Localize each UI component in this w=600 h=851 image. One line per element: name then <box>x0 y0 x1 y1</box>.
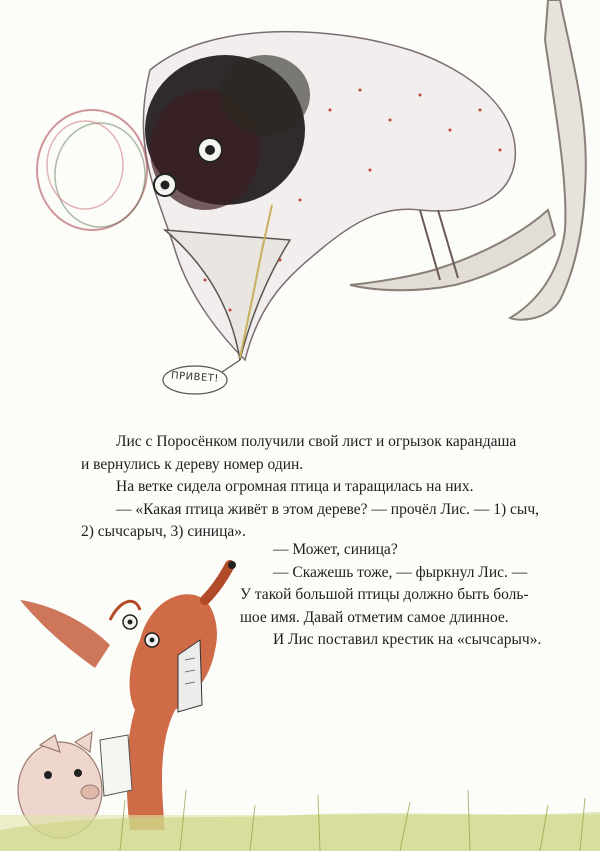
paragraph-2: На ветке сидела огромная птица и таращилась на них. <box>116 478 474 495</box>
paragraph-1-line-1: Лис с Поросёнком получили свой лист и огрызок карандаша <box>116 433 517 450</box>
speech-bubble-text: ПРИВЕТ! <box>170 370 220 385</box>
story-text-right <box>240 539 558 652</box>
paragraph-4: — Может, синица? <box>273 541 398 558</box>
paragraph-5-line-2: У такой большой птицы должно быть боль- <box>240 586 529 603</box>
paragraph-3-line-1: — «Какая птица живёт в этом дереве? — прочёл Лис. — 1) сыч, <box>116 500 540 518</box>
paragraph-5-line-3: шое имя. Давай отметим самое длинное. <box>240 608 509 626</box>
paragraph-5-line-1: — Скажешь тоже, — фыркнул Лис. — <box>273 563 528 581</box>
paragraph-1-line-2: и вернулись к дереву номер один. <box>81 455 304 473</box>
paragraph-3-line-2: 2) сычсарыч, 3) синица». <box>81 523 246 540</box>
big-bird <box>37 32 515 360</box>
story-text-top <box>81 431 551 544</box>
paragraph-6: И Лис поставил крестик на «сычсарыч». <box>273 631 542 648</box>
